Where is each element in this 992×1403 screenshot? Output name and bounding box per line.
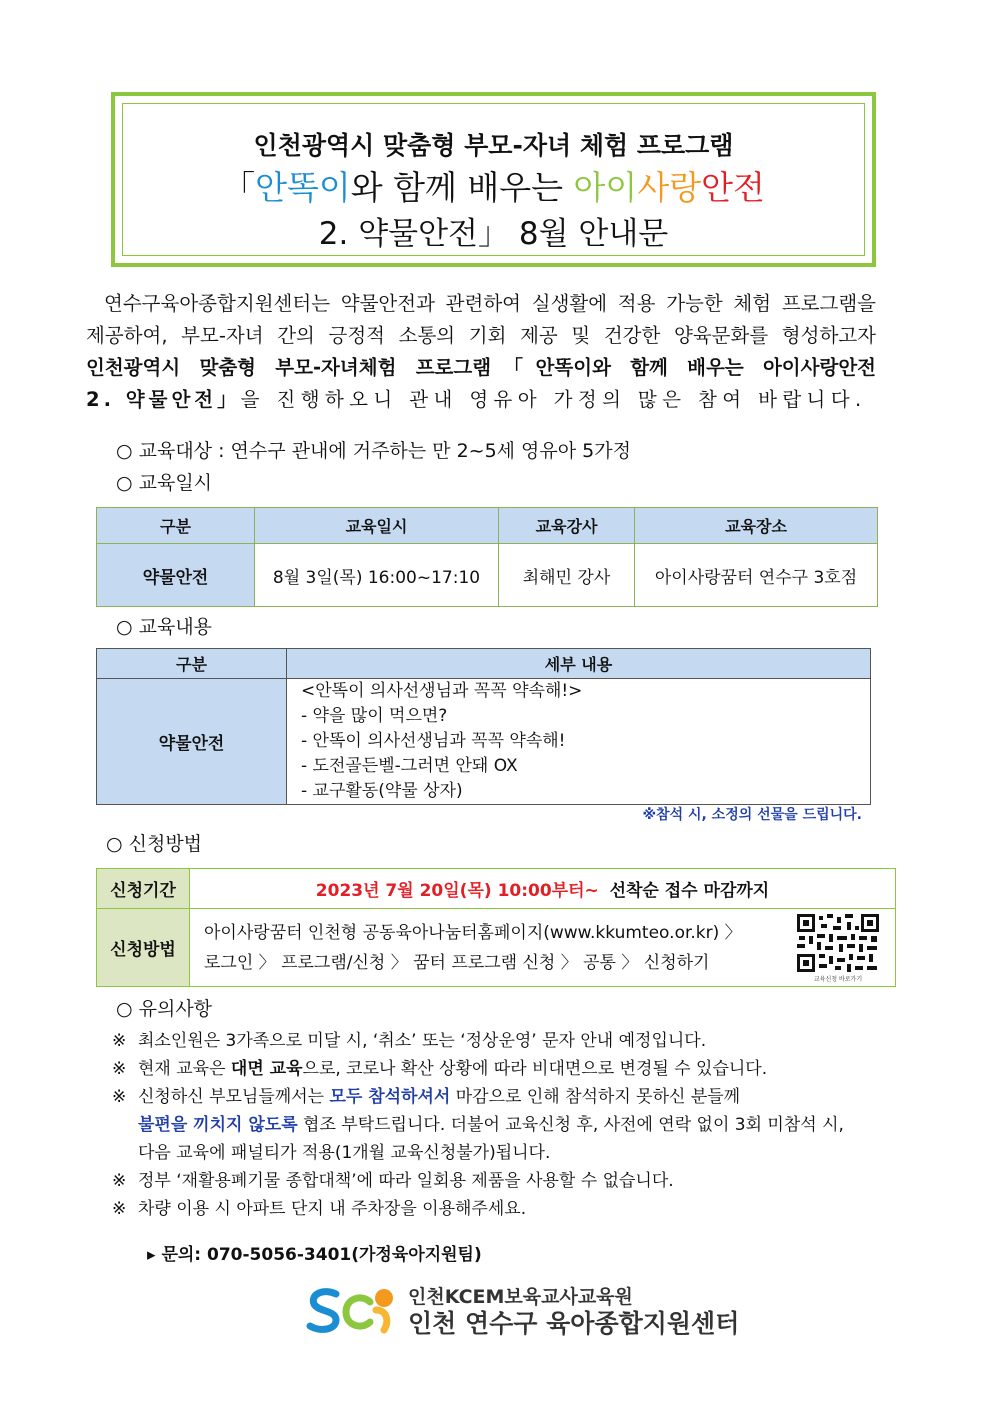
title-line-2 — [123, 162, 864, 209]
title-word-sarang: 사랑 — [637, 168, 702, 207]
note-text: 정부 ‘재활용폐기물 종합대책’에 따라 일회용 제품을 사용할 수 없습니다. — [138, 1171, 674, 1191]
note-text: 으로, 코로나 확산 상황에 따라 비대면으로 변경될 수 있습니다. — [302, 1059, 768, 1079]
content-item: - 약을 많이 먹으면? — [301, 706, 448, 726]
note-item — [112, 1029, 706, 1053]
logo-text-institute: 인천KCEM보육교사교육원 — [408, 1286, 633, 1308]
note-mark: ※ — [112, 1199, 127, 1219]
note-item — [112, 1197, 526, 1221]
note-mark: ※ — [112, 1031, 127, 1051]
logo-mark-icon — [306, 1280, 402, 1340]
schedule-header-category: 구분 — [97, 508, 255, 544]
note-text: 현재 교육은 — [138, 1059, 231, 1079]
note-item — [112, 1057, 767, 1081]
title-line-3: 2. 약물안전」 8월 안내문 — [318, 216, 669, 252]
note-emphasis: 모두 참석하셔서 — [329, 1087, 451, 1107]
apply-period-label: 신청기간 — [97, 869, 190, 909]
apply-method-steps — [190, 918, 895, 978]
note-mark: ※ — [112, 1171, 127, 1191]
note-emphasis: 대면 교육 — [230, 1059, 303, 1079]
note-mark: ※ — [112, 1087, 127, 1107]
title-inner-frame — [122, 103, 865, 256]
content-header-details: 세부 내용 — [287, 649, 871, 679]
title-word-ai: 아이 — [573, 168, 638, 207]
apply-method-row — [97, 909, 896, 987]
content-row — [97, 679, 871, 805]
schedule-header-datetime: 교육일시 — [255, 508, 499, 544]
schedule-table — [96, 507, 878, 607]
note-text: 차량 이용 시 아파트 단지 내 주차장을 이용해주세요. — [138, 1199, 527, 1219]
apply-period-date: 2023년 7월 20일(목) 10:00부터~ — [315, 881, 599, 901]
apply-period — [190, 869, 896, 909]
apply-heading: ○ 신청방법 — [106, 833, 203, 855]
schedule-header-location: 교육장소 — [635, 508, 878, 544]
content-item: - 도전골든벨-그러면 안돼 OX — [301, 756, 518, 776]
content-category: 약물안전 — [97, 679, 287, 805]
schedule-heading: ○ 교육일시 — [116, 472, 213, 494]
schedule-row — [97, 544, 878, 607]
apply-period-row — [97, 869, 896, 909]
content-details — [287, 679, 871, 805]
schedule-category: 약물안전 — [97, 544, 255, 607]
content-table — [96, 648, 871, 805]
schedule-instructor: 최해민 강사 — [499, 544, 635, 607]
education-target: ○ 교육대상 : 연수구 관내에 거주하는 만 2~5세 영유아 5가정 — [116, 440, 631, 462]
intro-closing: 을 진행하오니 관내 영유아 가정의 많은 참여 바랍니다. — [240, 388, 867, 411]
title-word-anjeon: 안전 — [701, 168, 765, 207]
title-bracket: 「 — [222, 168, 256, 207]
contact-info: ▸ 문의: 070-5056-3401(가정육아지원팀) — [147, 1245, 482, 1265]
qr-code-icon[interactable] — [797, 914, 879, 972]
title-phrase: 와 함께 배우는 — [350, 168, 574, 207]
qr-block[interactable] — [797, 914, 879, 984]
content-item: - 안똑이 의사선생님과 꼭꼭 약속해! — [301, 731, 566, 751]
apply-period-deadline: 선착순 접수 마감까지 — [609, 881, 770, 901]
qr-caption: 교육신청 바로가기 — [813, 976, 863, 983]
content-item: - 교구활동(약물 상자) — [301, 781, 463, 801]
title-box — [111, 92, 876, 267]
apply-method — [190, 909, 896, 987]
apply-method-line: 로그인 〉 프로그램/신청 〉 꿈터 프로그램 신청 〉 공통 〉 신청하기 — [204, 952, 710, 973]
note-text: 마감으로 인해 참석하지 못하신 분들께 — [450, 1087, 741, 1107]
schedule-header-row — [97, 508, 878, 544]
content-heading: ○ 교육내용 — [116, 616, 213, 638]
note-continuation — [138, 1113, 844, 1137]
note-text: 신청하신 부모님들께서는 — [138, 1087, 330, 1107]
note-text: 협조 부탁드립니다. 더불어 교육신청 후, 사전에 연락 없이 3회 미참석 시, — [297, 1115, 844, 1135]
apply-method-line[interactable]: 아이사랑꿈터 인천형 공동육아나눔터홈페이지(www.kkumteo.or.kr) 〉 — [204, 922, 742, 943]
schedule-header-instructor: 교육강사 — [499, 508, 635, 544]
note-mark: ※ — [112, 1059, 127, 1079]
intro-line-2: 제공하여, 부모-자녀 간의 긍정적 소통의 기회 제공 및 건강한 양육문화를 형성하고자 — [86, 324, 876, 347]
apply-table — [96, 868, 896, 987]
note-text: 최소인원은 3가족으로 미달 시, ‘취소’ 또는 ‘정상운영’ 문자 안내 예정입니다. — [138, 1031, 707, 1051]
title-line-1: 인천광역시 맞춤형 부모-자녀 체험 프로그램 — [253, 131, 734, 160]
apply-method-label: 신청방법 — [97, 909, 190, 987]
intro-line-4 — [86, 387, 876, 413]
schedule-location: 아이사랑꿈터 연수구 3호점 — [635, 544, 878, 607]
note-continuation: 다음 교육에 패널티가 적용(1개월 교육신청불가)됩니다. — [138, 1143, 551, 1163]
intro-program-name: 2. 약물안전」 — [86, 388, 241, 411]
intro-line-1: 연수구육아종합지원센터는 약물안전과 관련하여 실생활에 적용 가능한 체험 프로그램을 — [104, 292, 876, 315]
content-header-category: 구분 — [97, 649, 287, 679]
content-header-row — [97, 649, 871, 679]
note-emphasis: 불편을 끼치지 않도록 — [138, 1115, 298, 1135]
schedule-datetime: 8월 3일(목) 16:00~17:10 — [255, 544, 499, 607]
center-logo — [306, 1280, 740, 1340]
title-mascot-name: 안똑이 — [255, 168, 351, 207]
notes-heading: ○ 유의사항 — [116, 998, 213, 1020]
intro-line-3: 인천광역시 맞춤형 부모-자녀체험 프로그램「안똑이와 함께 배우는 아이사랑안전 — [86, 356, 876, 379]
content-item: <안똑이 의사선생님과 꼭꼭 약속해!> — [301, 681, 583, 701]
note-item — [112, 1169, 674, 1193]
note-item — [112, 1085, 740, 1109]
gift-note: ※참석 시, 소정의 선물을 드립니다. — [642, 807, 862, 823]
logo-text-center: 인천 연수구 육아종합지원센터 — [408, 1309, 740, 1338]
